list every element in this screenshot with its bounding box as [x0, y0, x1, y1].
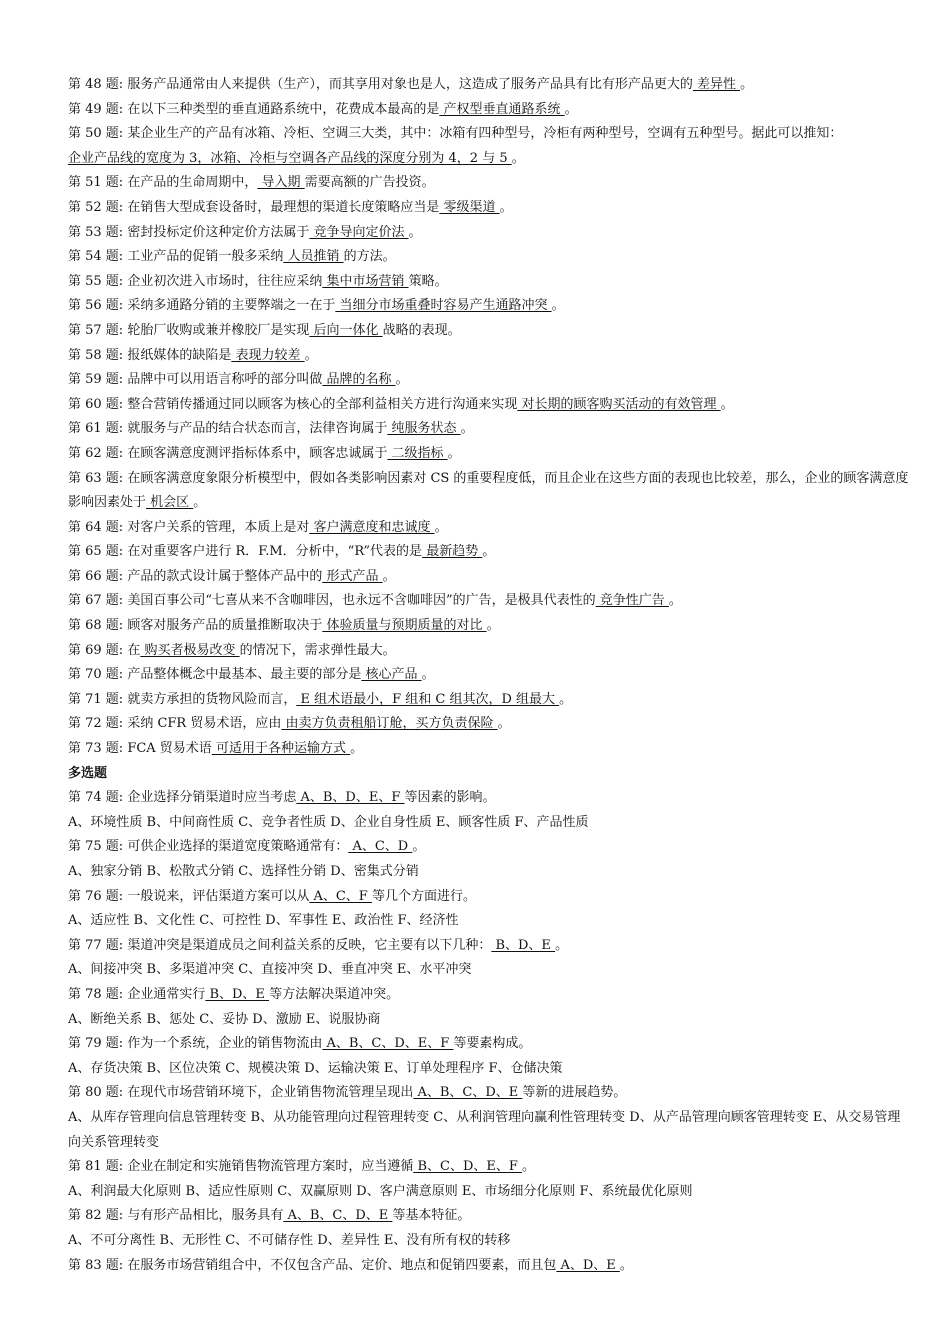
question-line: 第 73 题: FCA 贸易术语 可适用于各种运输方式 。: [68, 741, 364, 757]
answer-blank: 由卖方负责租船订舱，买方负责保险: [281, 716, 498, 732]
options-line: A、适应性 B、文化性 C、可控性 D、军事性 E、政治性 F、经济性: [68, 913, 459, 929]
answer-blank: A、C、F: [309, 888, 372, 904]
question-line: 第 57 题: 轮胎厂收购或兼并橡胶厂是实现 后向一体化 战略的表现。: [68, 322, 461, 338]
options-line: A、断绝关系 B、惩处 C、妥协 D、激励 E、说服协商: [68, 1011, 381, 1027]
question-line: 第 78 题: 企业通常实行 B、D、E 等方法解决渠道冲突。: [68, 986, 400, 1002]
question-line: 第 62 题: 在顾客满意度测评指标体系中，顾客忠诚属于 二级指标 。: [68, 445, 461, 461]
answer-blank: 后向一体化: [309, 322, 383, 338]
question-line-q63: 第 63 题: 在顾客满意度象限分析模型中，假如各类影响因素对 CS 的重要程度低，而且企业在这些方面的表现也比较差，那么，企业的顾客满意度影响因素处于 机会区 。: [68, 470, 909, 511]
answer-blank: A、B、C、D、E: [283, 1208, 393, 1224]
question-line: 第 75 题: 可供企业选择的渠道宽度策略通常有： A、C、D 。: [68, 839, 426, 855]
answer-blank: B、C、D、E、F: [413, 1159, 523, 1175]
answer-blank: 产权型垂直通路系统: [439, 101, 565, 117]
answer-blank: 当细分市场重叠时容易产生通路冲突: [335, 298, 552, 314]
question-line: 第 82 题: 与有形产品相比，服务具有 A、B、C、D、E 等基本特征。: [68, 1208, 471, 1224]
answer-blank: 对长期的顾客购买活动的有效管理: [517, 396, 721, 412]
question-line: 第 58 题: 报纸媒体的缺陷是 表现力较差 。: [68, 347, 318, 363]
question-line: 第 68 题: 顾客对服务产品的质量推断取决于 体验质量与预期质量的对比 。: [68, 618, 500, 634]
answer-blank: 机会区: [146, 495, 194, 511]
question-line: 第 71 题: 就卖方承担的货物风险而言， E 组术语最小，F 组和 C 组其次，D 组最大 。: [68, 691, 573, 707]
answer-blank: 竞争性广告: [595, 593, 669, 609]
question-line: 第 81 题: 企业在制定和实施销售物流管理方案时，应当遵循 B、C、D、E、F 。: [68, 1159, 536, 1175]
answer-blank: A、B、C、D、E、F: [322, 1036, 454, 1052]
answer-blank: A、C、D: [348, 839, 413, 855]
question-line: 第 80 题: 在现代市场营销环境下，企业销售物流管理呈现出 A、B、C、D、E 等新的进展趋势。: [68, 1085, 627, 1101]
question-line: 第 83 题: 在服务市场营销组合中，不仅包含产品、定价、地点和促销四要素，而且包 A、D、E 。: [68, 1257, 633, 1273]
answer-blank: A、B、C、D、E: [413, 1085, 523, 1101]
question-line: 第 48 题: 服务产品通常由人来提供（生产），而其享用对象也是人，这造成了服务产品具有比有形产品更大的 差异性 。: [68, 77, 754, 92]
answer-blank: 二级指标: [387, 445, 448, 461]
options-line: A、间接冲突 B、多渠道冲突 C、直接冲突 D、垂直冲突 E、水平冲突: [68, 962, 472, 978]
answer-blank: 形式产品: [322, 568, 383, 584]
options-line: A、从库存管理向信息管理转变 B、从功能管理向过程管理转变 C、从利润管理向赢利性管理转变 D、从产品管理向顾客管理转变 E、从交易管理向关系管理转变: [68, 1109, 901, 1150]
answer-blank: 最新趋势: [422, 544, 483, 560]
answer-blank: 零级渠道: [439, 199, 500, 215]
answer-blank: 差异性: [692, 77, 741, 92]
answer-blank: 可适用于各种运输方式: [211, 741, 351, 757]
question-line: 第 52 题: 在销售大型成套设备时，最理想的渠道长度策略应当是 零级渠道 。: [68, 199, 513, 215]
question-line: 第 65 题: 在对重要客户进行 R．F.M．分析中，“R”代表的是 最新趋势 。: [68, 544, 496, 560]
answer-blank: B、D、E: [205, 986, 270, 1002]
section-heading-multiple-choice: 多选题: [68, 765, 108, 781]
answer-blank: 表现力较差: [231, 347, 305, 363]
question-line: 第 66 题: 产品的款式设计属于整体产品中的 形式产品 。: [68, 568, 396, 584]
options-line: A、环境性质 B、中间商性质 C、竞争者性质 D、企业自身性质 E、顾客性质 F、产品性质: [68, 814, 589, 830]
question-line: 第 77 题: 渠道冲突是渠道成员之间利益关系的反映，它主要有以下几种： B、D、E 。: [68, 937, 569, 953]
answer-blank: 集中市场营销: [322, 273, 409, 289]
single-answer-list-1: [68, 73, 910, 467]
question-line: 第 55 题: 企业初次进入市场时，往往应采纳 集中市场营销 策略。: [68, 273, 448, 289]
question-line: 第 54 题: 工业产品的促销一般多采纳 人员推销 的方法。: [68, 249, 396, 265]
answer-blank: A、D、E: [556, 1257, 620, 1273]
question-line: 第 69 题: 在 购买者极易改变 的情况下，需求弹性最大。: [68, 642, 396, 658]
options-line: A、利润最大化原则 B、适应性原则 C、双赢原则 D、客户满意原则 E、市场细分化原则 F、系统最优化原则: [68, 1183, 693, 1199]
answer-blank: 品牌的名称: [322, 372, 396, 388]
answer-blank: 核心产品: [361, 667, 422, 683]
answer-blank: 导入期: [257, 175, 305, 191]
answer-blank: 购买者极易改变: [140, 642, 240, 658]
question-line: 第 79 题: 作为一个系统，企业的销售物流由 A、B、C、D、E、F 等要素构成。: [68, 1036, 532, 1052]
question-line: 第 74 题: 企业选择分销渠道时应当考虑 A、B、D、E、F 等因素的影响。: [68, 790, 496, 806]
multiple-choice-list: [68, 786, 910, 1278]
question-line: 第 64 题: 对客户关系的管理，本质上是对 客户满意度和忠诚度 。: [68, 519, 448, 535]
answer-blank: E 组术语最小，F 组和 C 组其次，D 组最大: [296, 691, 560, 707]
question-line: 第 53 题: 密封投标定价这种定价方法属于 竞争导向定价法 。: [68, 224, 422, 240]
question-line: 第 70 题: 产品整体概念中最基本、最主要的部分是 核心产品 。: [68, 667, 435, 683]
options-line: A、存货决策 B、区位决策 C、规模决策 D、运输决策 E、订单处理程序 F、仓储决策: [68, 1060, 563, 1076]
question-line: 第 49 题: 在以下三种类型的垂直通路系统中，花费成本最高的是 产权型垂直通路系统 。: [68, 101, 578, 117]
question-line: 第 50 题: 某企业生产的产品有冰箱、冷柜、空调三大类，其中：冰箱有四种型号，冷柜有两种型号，空调有五种型号。据此可以推知：: [68, 126, 843, 142]
question-line: 第 61 题: 就服务与产品的结合状态而言，法律咨询属于 纯服务状态 。: [68, 421, 474, 437]
question-line: 第 67 题: 美国百事公司“七喜从来不含咖啡因，也永远不含咖啡因”的广告，是极具代表性的 竞争性广告 。: [68, 593, 682, 609]
answer-blank: 客户满意度和忠诚度: [309, 519, 435, 535]
answer-blank: 企业产品线的宽度为 3，冰箱、冷柜与空调各产品线的深度分别为 4，2 与 5: [68, 150, 512, 166]
question-line: 第 59 题: 品牌中可以用语言称呼的部分叫做 品牌的名称 。: [68, 372, 409, 388]
question-line: 第 60 题: 整合营销传播通过同以顾客为核心的全部利益相关方进行沟通来实现 对长期的顾客购买活动的有效管理 。: [68, 396, 734, 412]
answer-blank: 体验质量与预期质量的对比: [322, 618, 487, 634]
answer-blank: 竞争导向定价法: [309, 224, 409, 240]
question-line: 第 76 题: 一般说来，评估渠道方案可以从 A、C、F 等几个方面进行。: [68, 888, 476, 904]
answer-blank: 纯服务状态: [387, 421, 461, 437]
single-answer-list-2: [68, 516, 910, 762]
question-line: 第 56 题: 采纳多通路分销的主要弊端之一在于 当细分市场重叠时容易产生通路冲突 。: [68, 298, 565, 314]
answer-blank: B、D、E: [491, 937, 556, 953]
question-line: 企业产品线的宽度为 3，冰箱、冷柜与空调各产品线的深度分别为 4，2 与 5 。: [68, 150, 525, 166]
question-line: 第 51 题: 在产品的生命周期中， 导入期 需要高额的广告投资。: [68, 175, 435, 191]
question-line: 第 72 题: 采纳 CFR 贸易术语，应由 由卖方负责租船订舱，买方负责保险 。: [68, 716, 511, 732]
options-line: A、不可分离性 B、无形性 C、不可储存性 D、差异性 E、没有所有权的转移: [68, 1232, 511, 1248]
answer-blank: A、B、D、E、F: [296, 790, 405, 806]
options-line: A、独家分销 B、松散式分销 C、选择性分销 D、密集式分销: [68, 864, 419, 879]
answer-blank: 人员推销: [283, 249, 344, 265]
